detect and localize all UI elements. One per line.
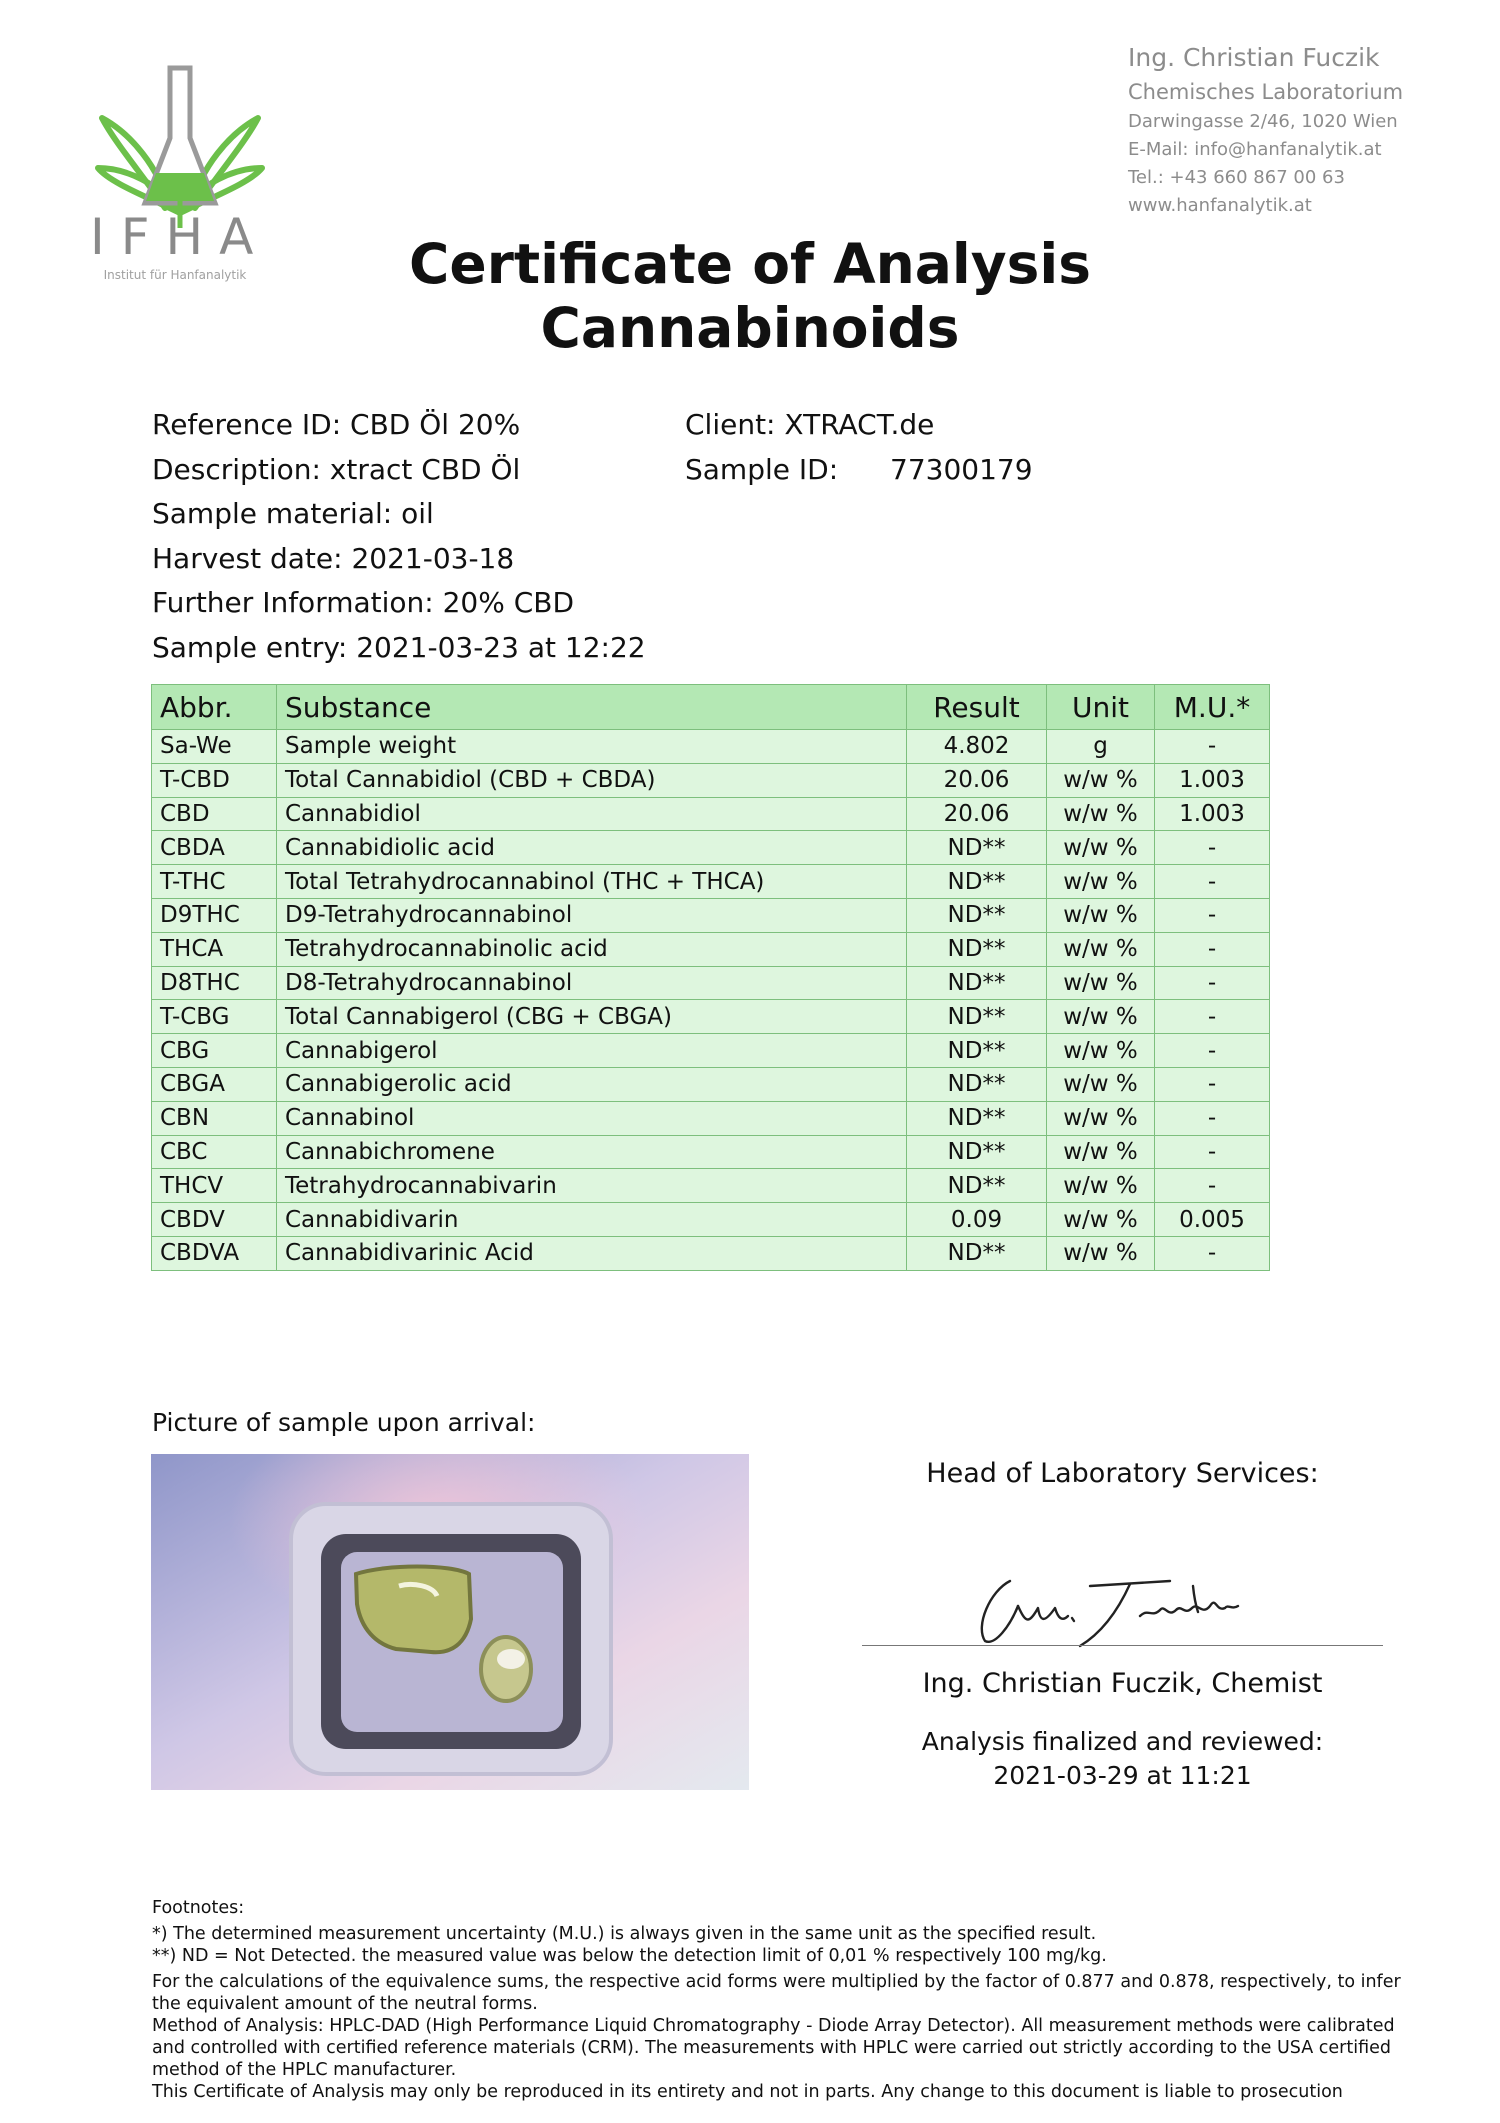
table-row — [152, 1101, 1270, 1135]
cell-substance: D9-Tetrahydrocannabinol — [277, 898, 907, 932]
cell-substance: Total Tetrahydrocannabinol (THC + THCA) — [277, 865, 907, 899]
cell-mu: - — [1155, 1169, 1270, 1203]
cell-substance: Cannabidiol — [277, 797, 907, 831]
cell-abbr: D8THC — [152, 966, 277, 1000]
cell-mu: 1.003 — [1155, 763, 1270, 797]
table-row — [152, 1169, 1270, 1203]
sample-info-right — [685, 403, 1033, 492]
cell-abbr: THCV — [152, 1169, 277, 1203]
cell-abbr: CBD — [152, 797, 277, 831]
header-result: Result — [907, 685, 1047, 730]
table-row — [152, 1034, 1270, 1068]
lab-website: www.hanfanalytik.at — [1128, 195, 1312, 216]
cell-unit: w/w % — [1047, 1101, 1155, 1135]
cell-abbr: CBDV — [152, 1203, 277, 1237]
cell-unit: w/w % — [1047, 1236, 1155, 1270]
cell-mu: 0.005 — [1155, 1203, 1270, 1237]
cell-mu: - — [1155, 898, 1270, 932]
cell-abbr: CBGA — [152, 1067, 277, 1101]
cell-substance: Cannabigerol — [277, 1034, 907, 1068]
cell-result: ND** — [907, 932, 1047, 966]
cell-abbr: CBC — [152, 1135, 277, 1169]
logo-subtitle: Institut für Hanfanalytik — [103, 268, 247, 282]
header-substance: Substance — [277, 685, 907, 730]
cell-unit: w/w % — [1047, 797, 1155, 831]
cell-result: ND** — [907, 966, 1047, 1000]
cell-mu: - — [1155, 966, 1270, 1000]
footnotes-heading: Footnotes: — [152, 1898, 245, 1918]
cell-substance: Cannabigerolic acid — [277, 1067, 907, 1101]
title-line-1: Certificate of Analysis — [409, 232, 1091, 296]
lab-name: Ing. Christian Fuczik — [1128, 43, 1380, 72]
table-body — [152, 730, 1270, 1271]
cell-substance: Cannabinol — [277, 1101, 907, 1135]
cell-substance: Sample weight — [277, 730, 907, 764]
reference-id: Reference ID: CBD Öl 20% — [152, 408, 521, 441]
cell-result: ND** — [907, 1000, 1047, 1034]
cell-mu: - — [1155, 1101, 1270, 1135]
cell-abbr: T-CBD — [152, 763, 277, 797]
cell-mu: - — [1155, 1067, 1270, 1101]
cell-mu: - — [1155, 865, 1270, 899]
lab-department: Chemisches Laboratorium — [1128, 80, 1404, 104]
head-of-lab-label: Head of Laboratory Services: — [926, 1458, 1319, 1489]
cell-abbr: CBDA — [152, 831, 277, 865]
logo-wordmark: IFHA — [90, 208, 270, 266]
picture-label: Picture of sample upon arrival: — [152, 1408, 536, 1437]
cell-unit: w/w % — [1047, 966, 1155, 1000]
footnotes — [152, 1897, 1422, 2103]
table-row — [152, 1067, 1270, 1101]
cell-substance: Cannabidiolic acid — [277, 831, 907, 865]
cell-mu: 1.003 — [1155, 797, 1270, 831]
table-row — [152, 932, 1270, 966]
cell-unit: w/w % — [1047, 1067, 1155, 1101]
cell-mu: - — [1155, 932, 1270, 966]
sample-entry: Sample entry: 2021-03-23 at 12:22 — [152, 630, 646, 664]
cell-unit: w/w % — [1047, 932, 1155, 966]
cell-unit: w/w % — [1047, 898, 1155, 932]
footnote-method: Method of Analysis: HPLC-DAD (High Performance Liquid Chromatography - Diode Array Detector). All measurement methods were calibrated and controlled with certified reference materials (CRM). The measurements with HPLC were carried out strictly according to the USA certified method of the HPLC manufacturer. — [152, 2016, 1395, 2080]
cell-substance: Total Cannabigerol (CBG + CBGA) — [277, 1000, 907, 1034]
cell-result: ND** — [907, 1067, 1047, 1101]
signature-line — [862, 1645, 1383, 1646]
document-title — [0, 232, 1500, 360]
description: Description: xtract CBD Öl — [152, 452, 521, 486]
sample-info-left — [152, 403, 646, 670]
handwritten-signature — [970, 1546, 1250, 1656]
cell-mu: - — [1155, 1236, 1270, 1270]
table-row — [152, 797, 1270, 831]
finalized-block — [860, 1725, 1385, 1793]
cell-mu: - — [1155, 1135, 1270, 1169]
cell-substance: Cannabidivarin — [277, 1203, 907, 1237]
cell-substance: Tetrahydrocannabinolic acid — [277, 932, 907, 966]
table-row — [152, 898, 1270, 932]
sample-material: Sample material: oil — [152, 497, 434, 530]
further-information: Further Information: 20% CBD — [152, 586, 575, 619]
harvest-date: Harvest date: 2021-03-18 — [152, 541, 515, 575]
cell-abbr: D9THC — [152, 898, 277, 932]
cell-result: ND** — [907, 865, 1047, 899]
table-row — [152, 763, 1270, 797]
cell-unit: w/w % — [1047, 1169, 1155, 1203]
cell-result: 20.06 — [907, 797, 1047, 831]
table-row — [152, 831, 1270, 865]
cell-abbr: T-CBG — [152, 1000, 277, 1034]
chemist-name: Ing. Christian Fuczik, Chemist — [922, 1668, 1323, 1699]
cell-result: ND** — [907, 1236, 1047, 1270]
table-row — [152, 1135, 1270, 1169]
cell-mu: - — [1155, 1034, 1270, 1068]
cell-substance: Cannabidivarinic Acid — [277, 1236, 907, 1270]
lab-address-block — [1128, 40, 1403, 220]
footnote-reproduction: This Certificate of Analysis may only be reproduced in its entirety and not in parts. Any change to this document is liable to prosecution — [152, 2082, 1343, 2102]
cell-abbr: CBG — [152, 1034, 277, 1068]
cell-unit: w/w % — [1047, 1034, 1155, 1068]
footnote-calculation: For the calculations of the equivalence sums, the respective acid forms were multiplied by the factor of 0.877 and 0.878, respectively, to infer the equivalent amount of the neutral forms. — [152, 1972, 1401, 2014]
table-row — [152, 966, 1270, 1000]
lab-address: Darwingasse 2/46, 1020 Wien — [1128, 111, 1398, 132]
cell-result: ND** — [907, 1034, 1047, 1068]
cell-abbr: CBDVA — [152, 1236, 277, 1270]
sample-id-row — [685, 448, 1033, 493]
cell-result: ND** — [907, 1169, 1047, 1203]
cell-result: ND** — [907, 1101, 1047, 1135]
cell-abbr: Sa-We — [152, 730, 277, 764]
lab-email: E-Mail: info@hanfanalytik.at — [1128, 139, 1382, 160]
cell-unit: w/w % — [1047, 1203, 1155, 1237]
cell-abbr: CBN — [152, 1101, 277, 1135]
cell-unit: w/w % — [1047, 865, 1155, 899]
cell-unit: g — [1047, 730, 1155, 764]
table-row — [152, 730, 1270, 764]
cell-result: ND** — [907, 1135, 1047, 1169]
cell-mu: - — [1155, 831, 1270, 865]
footnote-mu: *) The determined measurement uncertainty (M.U.) is always given in the same unit as the specified result. — [152, 1924, 1097, 1944]
cell-unit: w/w % — [1047, 1135, 1155, 1169]
results-table — [151, 684, 1270, 1271]
cell-substance: Total Cannabidiol (CBD + CBDA) — [277, 763, 907, 797]
finalized-label: Analysis finalized and reviewed: — [921, 1727, 1324, 1756]
cell-result: ND** — [907, 831, 1047, 865]
finalized-date: 2021-03-29 at 11:21 — [993, 1761, 1252, 1790]
cell-result: 0.09 — [907, 1203, 1047, 1237]
header-unit: Unit — [1047, 685, 1155, 730]
table-row — [152, 1236, 1270, 1270]
table-header-row — [152, 685, 1270, 730]
client: Client: XTRACT.de — [685, 408, 935, 441]
sample-id-label: Sample ID: — [685, 452, 839, 486]
cell-unit: w/w % — [1047, 1000, 1155, 1034]
table-row — [152, 1000, 1270, 1034]
header-mu: M.U.* — [1155, 685, 1270, 730]
cell-substance: D8-Tetrahydrocannabinol — [277, 966, 907, 1000]
cell-substance: Tetrahydrocannabivarin — [277, 1169, 907, 1203]
cell-mu: - — [1155, 730, 1270, 764]
cell-result: 20.06 — [907, 763, 1047, 797]
cell-abbr: THCA — [152, 932, 277, 966]
sample-photo — [151, 1454, 749, 1790]
table-row — [152, 1203, 1270, 1237]
header-abbr: Abbr. — [152, 685, 277, 730]
cell-result: 4.802 — [907, 730, 1047, 764]
cell-unit: w/w % — [1047, 763, 1155, 797]
cell-substance: Cannabichromene — [277, 1135, 907, 1169]
cell-result: ND** — [907, 898, 1047, 932]
table-row — [152, 865, 1270, 899]
cell-unit: w/w % — [1047, 831, 1155, 865]
title-line-2: Cannabinoids — [540, 296, 960, 360]
footnote-nd: **) ND = Not Detected. the measured value was below the detection limit of 0,01 % respectively 100 mg/kg. — [152, 1946, 1107, 1966]
cell-abbr: T-THC — [152, 865, 277, 899]
sample-id-value: 77300179 — [890, 452, 1033, 486]
cell-mu: - — [1155, 1000, 1270, 1034]
lab-phone: Tel.: +43 660 867 00 63 — [1128, 167, 1345, 188]
